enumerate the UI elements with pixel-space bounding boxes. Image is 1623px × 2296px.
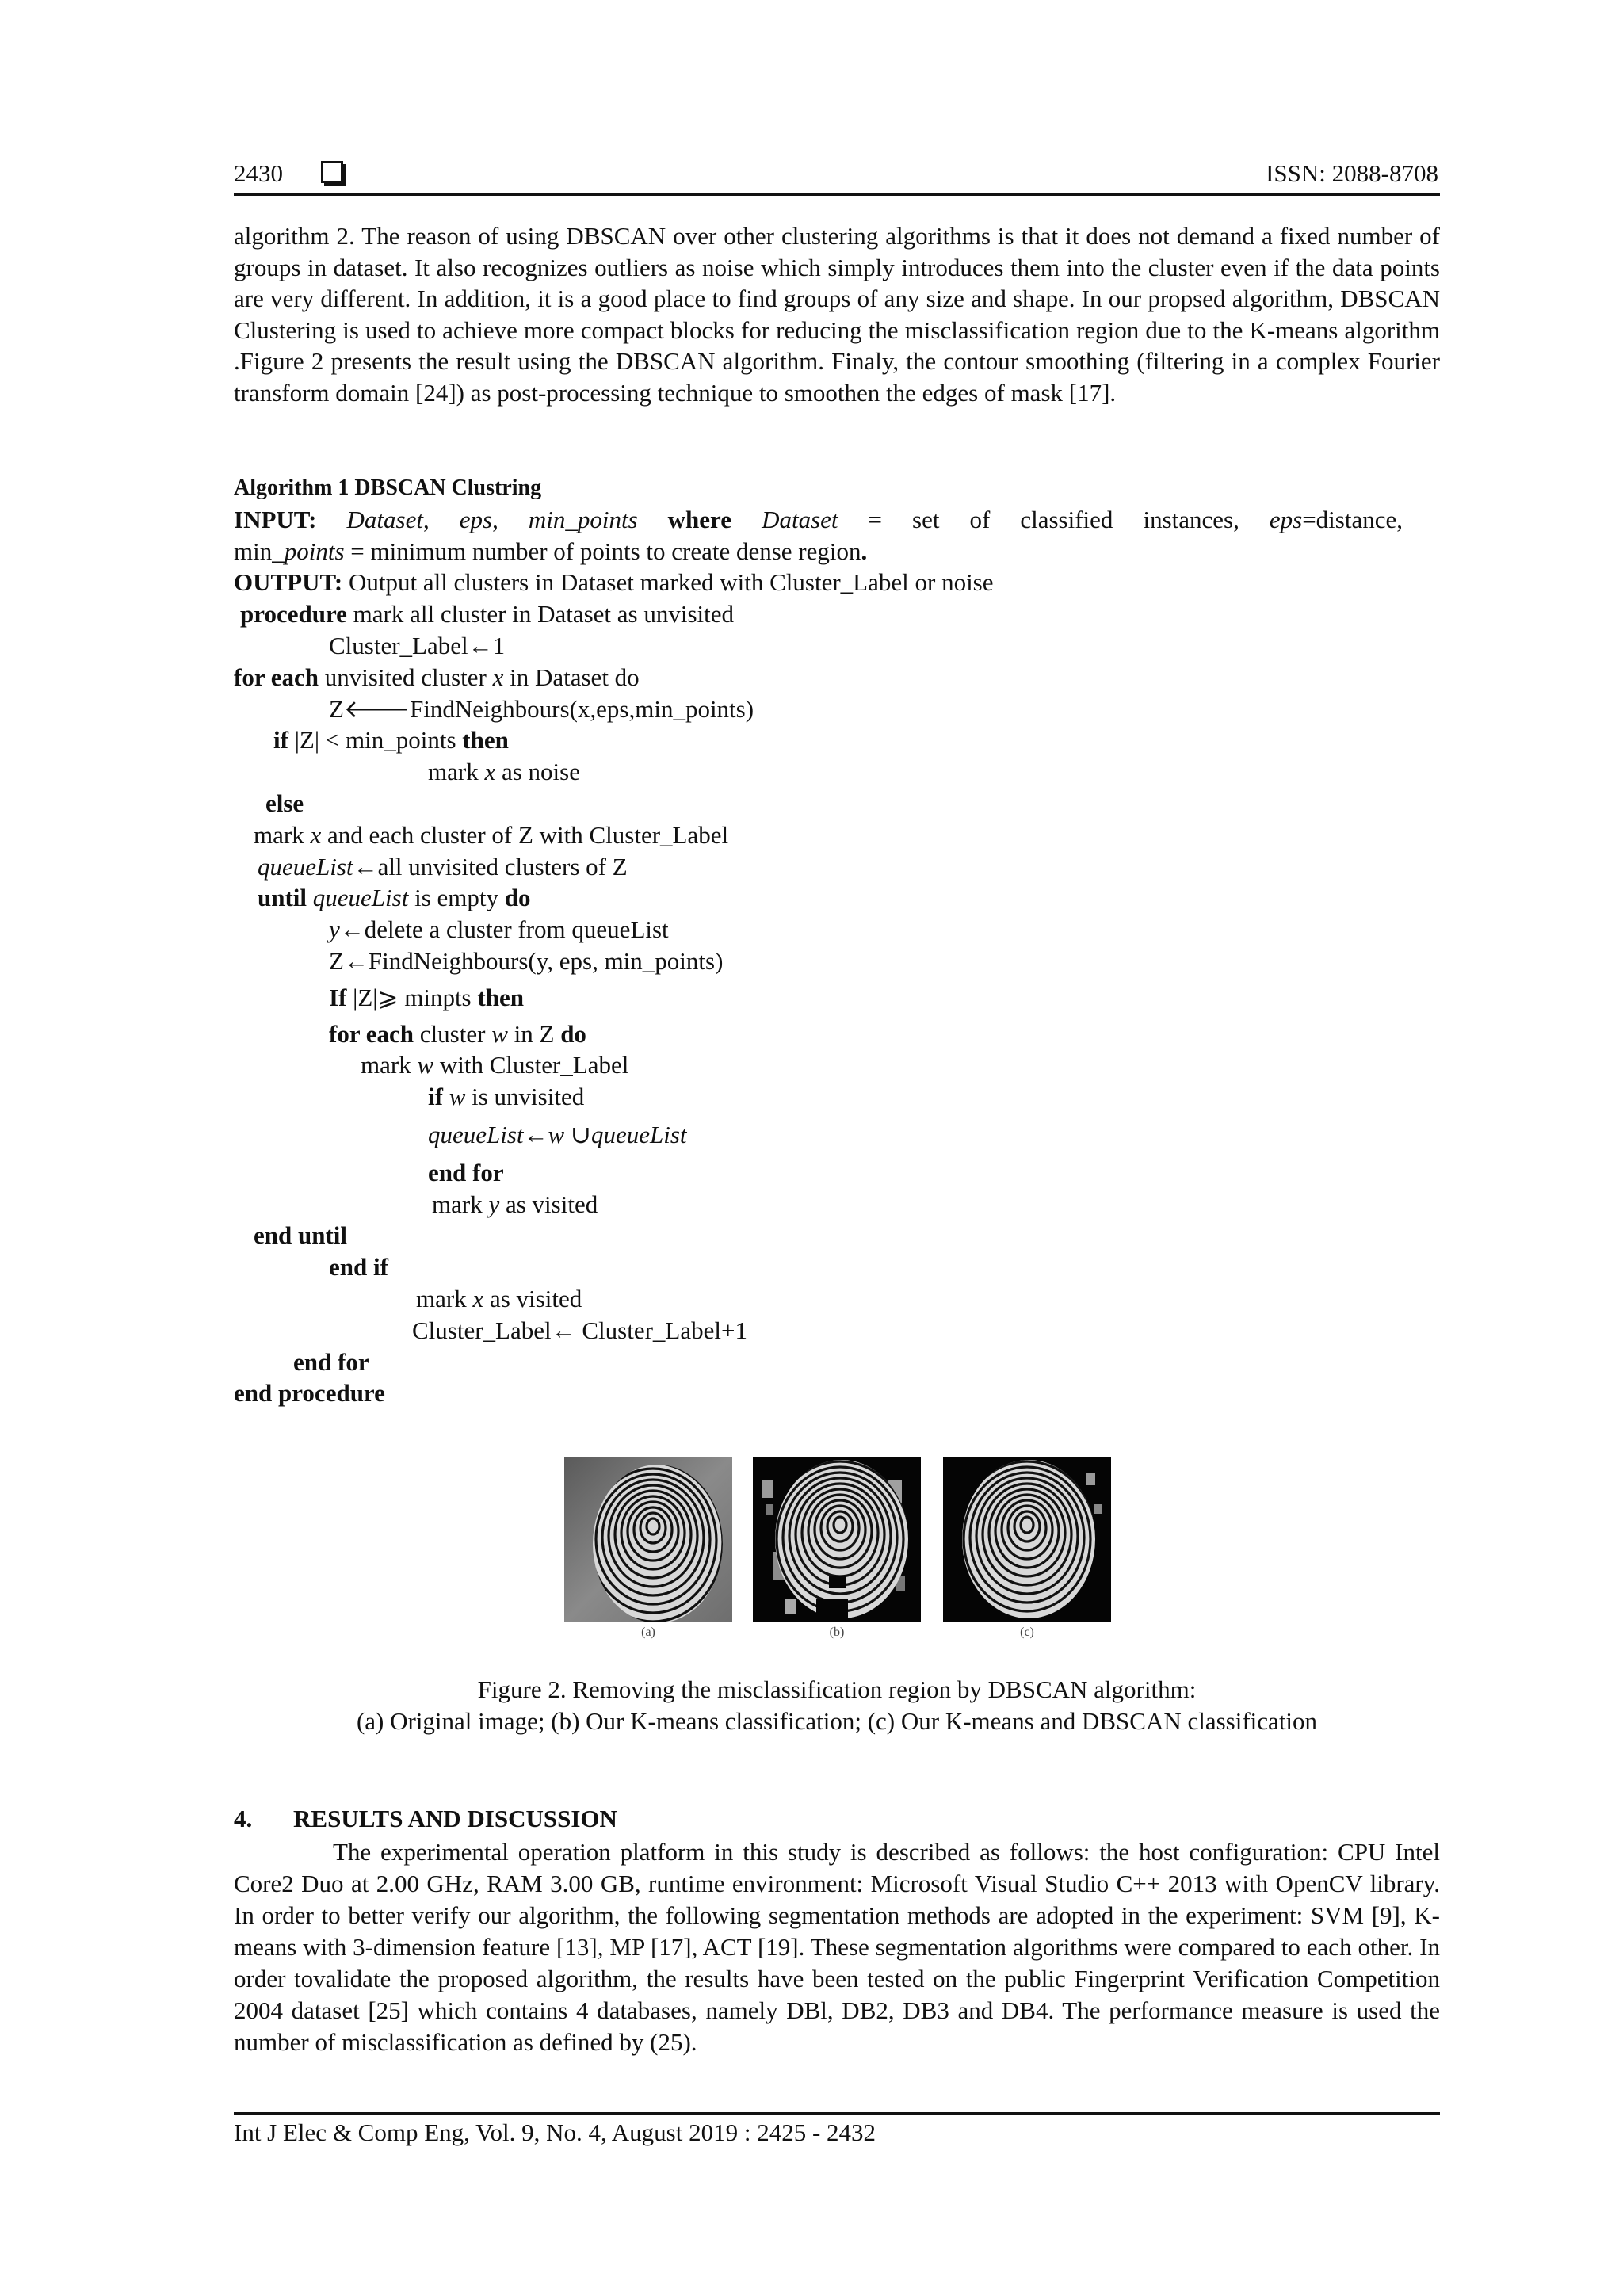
fingerprint-original-image [564,1457,732,1622]
algorithm-output-line [234,567,1440,598]
results-paragraph [234,1836,1440,2058]
square-bullet-icon [321,161,343,183]
kw-procedure: procedure [240,600,347,628]
input-eps: eps [459,505,493,533]
txt-markw-post: with Cluster_Label [433,1051,629,1079]
txt-marky-pre: mark [432,1190,489,1218]
kw-if: if [273,726,288,755]
var-w: w [491,1019,508,1048]
figure-caption [234,1674,1440,1737]
algo-line-foreach [234,662,1440,693]
txt-foreach-a: unvisited cluster [319,663,493,691]
kw-do: do [504,884,531,912]
kw-endif: end if [329,1253,388,1282]
input-set-of: = set of classified instances, [868,505,1239,533]
page-header [234,155,1438,191]
fingerprint-kmeans-image [753,1457,921,1622]
input-distance: =distance, [1302,505,1403,533]
algo-line-mark-y [432,1189,1623,1221]
panel-label-b: (b) [829,1626,845,1639]
input-dataset: Dataset [346,505,423,533]
input-eps-2: eps [1269,505,1303,533]
var-queuelist-2: queueList [312,884,409,912]
txt-foreach2-b: in Z [507,1019,561,1048]
kw-else: else [265,789,304,817]
intro-text: algorithm 2. The reason of using DBSCAN over other clustering algorithms is that it does not demand a fixed number of groups in dataset. It also recognizes outliers as noise which simply introduces them into the cluster even if the data points are very different. In addition, it is a good place to find groups of any size and shape. In our propsed algorithm, DBSCAN Clustering is used to achieve more compact blocks for reducing the misclassification region due to the K-means algorithm .Figure 2 presents the result using the DBSCAN algorithm. Finaly, the contour smoothing (filtering in a complex Fourier transform domain [24]) as post-processing technique to smoothen the edges of mask [17]. [234,222,1440,407]
kw-foreach-2: for each [329,1019,414,1048]
kw-until: until [258,884,307,912]
figure-panel-c [943,1457,1111,1622]
txt-ifw-post: is unvisited [465,1083,585,1111]
input-l2-dot: . [861,537,868,565]
algo-line-if-minpts [329,982,1535,1014]
algorithm-title: Algorithm 1 DBSCAN Clustring [234,476,542,500]
txt-markx2-pre: mark [416,1284,473,1312]
page-footer: Int J Elec & Comp Eng, Vol. 9, No. 4, August 2019 : 2425 - 2432 [234,2118,876,2146]
txt-foreach-b: in Dataset do [503,663,640,691]
algo-line-mark-x-visited [416,1283,1622,1315]
caption-line-2: (a) Original image; (b) Our K-means classification; (c) Our K-means and DBSCAN classification [356,1707,1318,1735]
output-text: Output all clusters in Dataset marked with Cluster_Label or noise [342,568,994,597]
algo-line-mark-noise [428,756,1623,788]
algo-line-if-w [428,1081,1623,1113]
algo-line-find-neighbours-2: Z←FindNeighbours(y, eps, min_points) [329,946,724,975]
kw-enduntil: end until [254,1221,348,1250]
algo-line-else [265,788,1472,819]
issn: ISSN: 2088-8708 [1266,159,1438,187]
section-heading [234,1805,617,1833]
algo-line-queue-union [428,1119,1623,1151]
kw-then: then [462,726,509,755]
txt-procedure: mark all cluster in Dataset as unvisited [346,600,735,628]
kw-endfor: end for [428,1158,504,1186]
header-rule [234,193,1440,196]
algo-line-mark-w [361,1049,1567,1081]
var-queuelist: queueList [258,852,353,881]
txt-queue-union: queueList←w ∪queueList [428,1120,687,1148]
txt-markx2-post: as visited [483,1284,582,1312]
results-text: The experimental operation platform in this study is described as follows: the host configuration: CPU Intel Core2 Duo at 2.00 GHz, RAM 3.00 GB, runtime environment: Microsoft Visual Studio C++ 2013 with OpenCV library. In order to better verify our algorithm, the following segmentation methods are adopted in the experiment: SVM [9], K-means with 3-dimension feature [13], MP [17], ACT [19]. These segmentation algorithms were compared to each other. In order tovalidate the proposed algorithm, the results have been tested on the public Fingerprint Verification Competition 2004 dataset [25] which contains 4 databases, namely DBl, DB2, DB3 and DB4. The performance measure is used the number of misclassification as defined by (25). [234,1838,1440,2056]
txt-mark-post: as noise [495,758,580,786]
algorithm-input-line: INPUT: Dataset, eps, min_points where Dataset = set of classified instances, eps=distance, [234,505,1403,533]
var-x-4: x [472,1284,484,1312]
section-number: 4. [234,1805,253,1832]
input-l2-pre: min_ [234,537,285,565]
txt-mark-pre: mark [428,758,485,786]
algo-line-mark-each [254,819,1460,851]
algo-line-cluster-inc: Cluster_Label← Cluster_Label+1 [412,1316,747,1344]
txt-if: |Z| < min_points [288,726,463,755]
txt-foreach2-a: cluster [414,1019,492,1048]
algo-line-find-neighbours: Z🡐FindNeighbours(x,eps,min_points) [329,694,754,723]
input-l2-points: points [284,537,345,565]
txt-queue-rest: ←all unvisited clusters of Z [353,852,628,881]
var-y: y [329,915,340,944]
kw-then-2: then [477,983,524,1011]
txt-markx-pre: mark [254,820,311,849]
algo-line-foreach-w [329,1018,1535,1050]
algo-line-procedure [240,598,1446,630]
section-title: RESULTS AND DISCUSSION [293,1805,617,1832]
kw-do-2: do [560,1019,586,1048]
algo-line-delete [329,914,1535,946]
var-w-3: w [449,1083,466,1111]
panel-label-c: (c) [1020,1626,1034,1639]
input-minpoints: min_points [528,505,638,533]
output-label: OUTPUT: [234,568,343,597]
kw-if-2: If [329,983,347,1011]
page-number: 2430 [234,159,283,187]
var-x: x [492,663,504,691]
algo-line-cluster-label: Cluster_Label←1 [329,631,506,659]
algo-line-endif [329,1251,1535,1283]
algo-line-enduntil [254,1220,1460,1251]
algo-line-until [258,882,1464,914]
algorithm-block [234,472,1440,1408]
input-where: where [667,505,732,533]
kw-if-3: if [428,1083,443,1111]
txt-markx-post: and each cluster of Z with Cluster_Label [321,820,729,849]
algorithm-input-line-2 [234,536,1440,567]
txt-y-rest: ←delete a cluster from queueList [339,915,669,944]
intro-paragraph [234,220,1440,409]
kw-endprocedure: end procedure [234,1379,385,1408]
algo-line-endfor [428,1157,1623,1189]
figure-panel-a [564,1457,732,1622]
var-x-3: x [310,820,322,849]
footer-rule [234,2112,1440,2115]
figure-2 [564,1457,1111,1647]
algo-line-queuelist [258,851,1464,883]
txt-if2: |Z|⩾ minpts [346,983,478,1011]
txt-marky-post: as visited [499,1190,598,1218]
kw-foreach: for each [234,663,319,691]
algo-line-if [273,724,1480,756]
caption-line-1: Figure 2. Removing the misclassification region by DBSCAN algorithm: [477,1675,1197,1703]
input-l2-rest: = minimum number of points to create dense region [344,537,861,565]
fingerprint-kmeans-dbscan-image [943,1457,1111,1622]
algo-line-endprocedure [234,1377,1440,1409]
txt-markw-pre: mark [361,1051,418,1079]
input-label: INPUT: [234,505,317,533]
algo-line-endfor-2 [293,1347,1499,1378]
kw-endfor-2: end for [293,1347,369,1376]
var-x-2: x [484,758,496,786]
txt-until-mid: is empty [408,884,505,912]
var-y-2: y [488,1190,500,1218]
figure-panel-b [753,1457,921,1622]
input-dataset-2: Dataset [762,505,838,533]
var-w-2: w [417,1051,434,1079]
panel-label-a: (a) [641,1626,655,1639]
